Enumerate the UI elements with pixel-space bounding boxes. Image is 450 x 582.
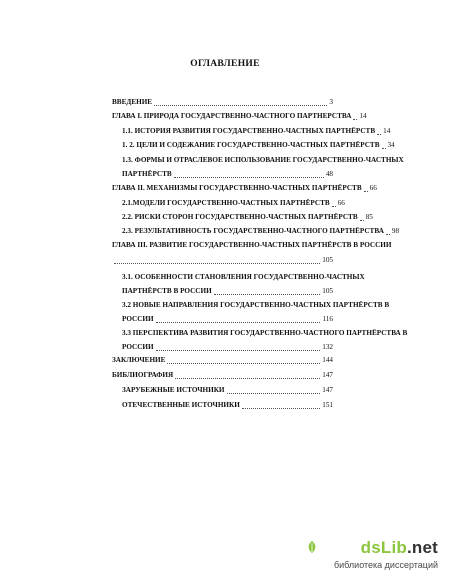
toc-entry-text: 3.3 ПЕРСПЕКТИВА РАЗВИТИЯ ГОСУДАРСТВЕННО-ЧАСТНОГО ПАРТНЁРСТВА В (122, 329, 408, 337)
toc-entry-section-3-2-cont[interactable] (122, 314, 333, 325)
toc-entry-text: 2.2. РИСКИ СТОРОН ГОСУДАРСТВЕННО-ЧАСТНЫХ ПАРТНЁРСТВ (122, 213, 358, 221)
leader-dots (382, 148, 386, 149)
toc-entry-section-3-2[interactable] (122, 300, 390, 311)
toc-entry-text: ЗАКЛЮЧЕНИЕ (112, 356, 166, 364)
toc-entry-text: ЗАРУБЕЖНЫЕ ИСТОЧНИКИ (122, 386, 225, 394)
watermark-tagline: библиотека диссертаций (333, 560, 438, 570)
toc-entry-section-1-1[interactable] (122, 126, 391, 137)
toc-entry-text: 1.3. ФОРМЫ И ОТРАСЛЕВОЕ ИСПОЛЬЗОВАНИЕ ГОСУДАРСТВЕННО-ЧАСТНЫХ (122, 156, 404, 164)
toc-entry-page: 48 (325, 170, 333, 178)
toc-entry-page: 98 (391, 227, 400, 235)
toc-entry-text: 2.3. РЕЗУЛЬТАТИВНОСТЬ ГОСУДАРСТВЕННО-ЧАСТНОГО ПАРТНЁРСТВА (122, 227, 384, 235)
toc-entry-text: БИБЛИОГРАФИЯ (112, 371, 174, 379)
toc-entry-page: 105 (322, 256, 333, 264)
toc-entry-section-2-2[interactable] (122, 212, 373, 223)
toc-entry-page: 34 (387, 141, 395, 149)
toc-entry-section-2-1[interactable] (122, 198, 345, 209)
toc-entry-text: ОТЕЧЕСТВЕННЫЕ ИСТОЧНИКИ (122, 401, 240, 409)
watermark-brand-main: dsLib (360, 538, 407, 557)
toc-entry-text: ГЛАВА I. ПРИРОДА ГОСУДАРСТВЕННО-ЧАСТНОГО ПАРТНЕРСТВА (112, 112, 352, 120)
leader-dots (227, 393, 321, 394)
toc-entry-text: 1. 2. ЦЕЛИ И СОДЕЖАНИЕ ГОСУДАРСТВЕННО-ЧАСТНЫХ ПАРТНЁРСТВ (122, 141, 380, 149)
toc-entry-introduction[interactable] (112, 97, 333, 108)
toc-entry-foreign-sources[interactable] (122, 385, 333, 396)
toc-entry-chapter-3[interactable] (112, 240, 392, 251)
toc-entry-page: 105 (322, 287, 333, 295)
toc-entry-page: 3 (329, 98, 333, 106)
toc-entry-section-3-3[interactable] (122, 328, 408, 339)
toc-entry-text: 3.2 НОВЫЕ НАПРАВЛЕНИЯ ГОСУДАРСТВЕННО-ЧАСТНЫХ ПАРТНЁРСТВ В (122, 301, 390, 309)
leader-dots (377, 134, 381, 135)
leader-dots (156, 350, 321, 351)
watermark-brand-tld: .net (406, 538, 438, 557)
toc-entry-page: 151 (322, 401, 333, 409)
toc-entry-chapter-2[interactable] (112, 183, 377, 194)
toc-entry-chapter-3-cont[interactable] (112, 255, 333, 266)
leader-dots (360, 220, 364, 221)
leader-dots (167, 363, 320, 364)
watermark-brand (361, 538, 438, 558)
toc-entry-section-1-3-cont[interactable] (122, 169, 333, 180)
toc-title: ОГЛАВЛЕНИЕ (190, 59, 260, 69)
leader-dots (214, 294, 321, 295)
toc-entry-page: 147 (322, 386, 333, 394)
leader-dots (386, 234, 390, 235)
leader-dots (353, 119, 357, 120)
toc-entry-page: 132 (322, 343, 333, 351)
leader-dots (364, 191, 368, 192)
toc-entry-chapter-1[interactable] (112, 111, 367, 122)
leader-dots (156, 322, 321, 323)
toc-entry-page: 144 (322, 356, 333, 364)
leaf-icon (306, 540, 318, 554)
toc-entry-text: 2.1.МОДЕЛИ ГОСУДАРСТВЕННО-ЧАСТНЫХ ПАРТНЁРСТВ (122, 199, 330, 207)
toc-entry-section-2-3[interactable] (122, 226, 400, 237)
toc-entry-section-1-3[interactable] (122, 155, 404, 166)
toc-entry-text: РОССИИ (122, 315, 154, 323)
toc-entry-section-3-1[interactable] (122, 272, 365, 283)
leader-dots (175, 378, 320, 379)
toc-entry-text: ГЛАВА III. РАЗВИТИЕ ГОСУДАРСТВЕННО-ЧАСТНЫХ ПАРТНЁРСТВ В РОССИИ (112, 241, 392, 249)
toc-entry-text: ПАРТНЁРСТВ В РОССИИ (122, 287, 212, 295)
toc-entry-page: 85 (365, 213, 373, 221)
toc-entry-text: РОССИИ (122, 343, 154, 351)
toc-entry-text: ВВЕДЕНИЕ (112, 98, 153, 106)
toc-entry-page: 66 (337, 199, 345, 207)
leader-dots (154, 105, 327, 106)
toc-entry-section-3-1-cont[interactable] (122, 286, 333, 297)
toc-entry-section-1-2[interactable] (122, 140, 395, 151)
leader-dots (114, 263, 320, 264)
toc-entry-text: ПАРТНЁРСТВ (122, 170, 172, 178)
leader-dots (242, 408, 320, 409)
toc-entry-page: 14 (383, 127, 391, 135)
toc-entry-bibliography[interactable] (112, 370, 333, 381)
toc-entry-conclusion[interactable] (112, 355, 333, 366)
leader-dots (174, 177, 324, 178)
toc-entry-page: 147 (322, 371, 333, 379)
leader-dots (332, 206, 336, 207)
toc-entry-text: ГЛАВА II. МЕХАНИЗМЫ ГОСУДАРСТВЕННО-ЧАСТНЫХ ПАРТНЁРСТВ (112, 184, 362, 192)
toc-entry-section-3-3-cont[interactable] (122, 342, 333, 353)
toc-entry-page: 14 (359, 112, 367, 120)
toc-entry-text: 1.1. ИСТОРИЯ РАЗВИТИЯ ГОСУДАРСТВЕННО-ЧАСТНЫХ ПАРТНЁРСТВ (122, 127, 376, 135)
toc-entry-page: 66 (369, 184, 377, 192)
toc-entry-text: 3.1. ОСОБЕННОСТИ СТАНОВЛЕНИЯ ГОСУДАРСТВЕННО-ЧАСТНЫХ (122, 273, 365, 281)
toc-entry-domestic-sources[interactable] (122, 400, 333, 411)
toc-entry-page: 116 (322, 315, 333, 323)
dslib-watermark[interactable] (288, 538, 438, 574)
